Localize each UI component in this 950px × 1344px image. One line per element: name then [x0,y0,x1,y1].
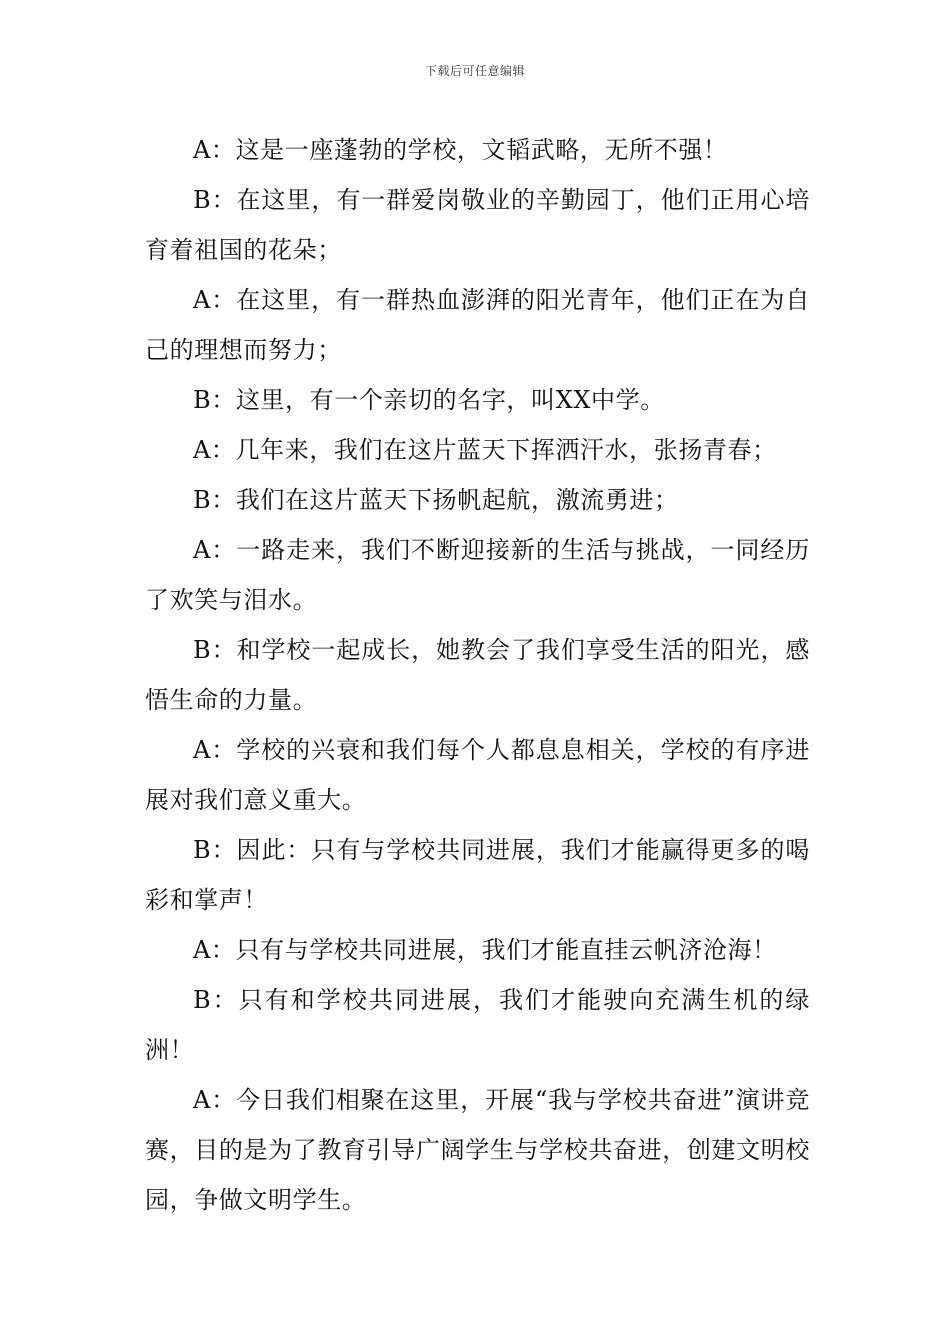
dialogue-paragraph: B：在这里，有一群爱岗敬业的辛勤园丁，他们正用心培育着祖国的花朵； [145,186,810,264]
dialogue-paragraph: A：学校的兴衰和我们每个人都息息相关，学校的有序进展对我们意义重大。 [145,736,810,814]
page-header: 下载后可任意编辑 [424,64,525,78]
dialogue-paragraph: A：只有与学校共同进展，我们才能直挂云帆济沧海！ [193,936,777,964]
dialogue-paragraph: A：今日我们相聚在这里，开展“我与学校共奋进”演讲竞赛，目的是为了教育引导广阔学生与学校共奋进，创建文明校园，争做文明学生。 [145,1086,810,1214]
dialogue-paragraph: B：因此：只有与学校共同进展，我们才能赢得更多的喝彩和掌声！ [145,836,810,914]
dialogue-paragraph: A：在这里，有一群热血澎湃的阳光青年，他们正在为自己的理想而努力； [145,286,810,364]
dialogue-paragraph: B：只有和学校共同进展，我们才能驶向充满生机的绿洲！ [145,986,810,1064]
dialogue-paragraph: A：几年来，我们在这片蓝天下挥洒汗水，张扬青春； [193,436,777,464]
dialogue-paragraph: B：我们在这片蓝天下扬帆起航，激流勇进； [193,486,679,514]
dialogue-paragraph: A：一路走来，我们不断迎接新的生活与挑战，一同经历了欢笑与泪水。 [145,536,810,614]
dialogue-paragraph: B：和学校一起成长，她教会了我们享受生活的阳光，感悟生命的力量。 [145,636,810,714]
dialogue-paragraph: B：这里，有一个亲切的名字，叫XX中学。 [193,386,665,414]
dialogue-paragraph: A：这是一座蓬勃的学校，文韬武略，无所不强！ [193,136,728,164]
document-body [145,125,810,1225]
